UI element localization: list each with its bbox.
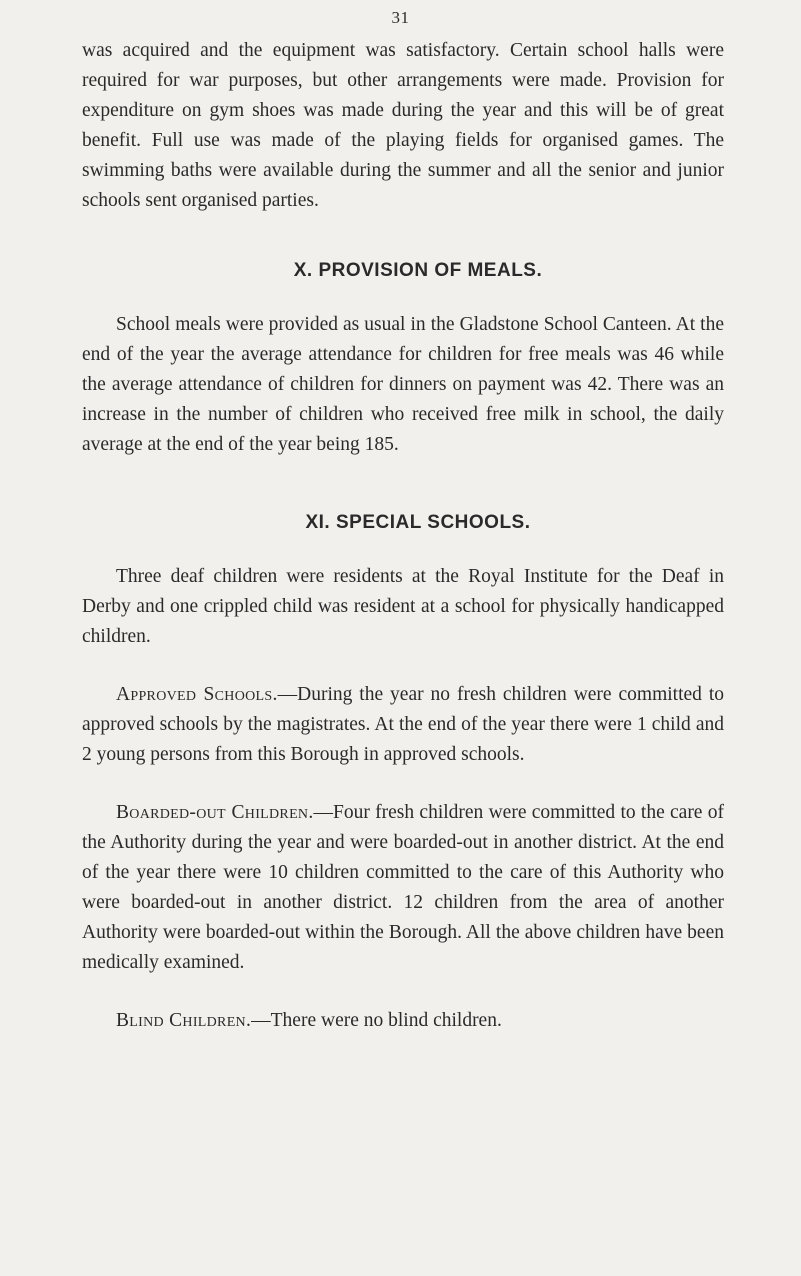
section-x-paragraph: School meals were provided as usual in the Gladstone School Canteen. At the end of the year the average attendance for children for free meals was 46 while the average attendance of children for dinners on payment was 42. There was an increase in the number of children who received free milk in school, the daily average at the end of the year being 185. [82,314,724,455]
section-x-heading: X. PROVISION OF MEALS. [293,260,543,281]
section-xi-heading: XI. SPECIAL SCHOOLS. [305,512,531,533]
approved-schools-paragraph [82,680,724,770]
intro-paragraph: was acquired and the equipment was satisfactory. Certain school halls were required for war purposes, but other arrangements were made. Provision for expenditure on gym shoes was made during the year and this will be of great benefit. Full use was made of the playing fields for organised games. The swimming baths were available during the summer and all the senior and junior schools sent organised parties. [82,40,724,211]
blind-children-text: —There were no blind children. [251,1010,502,1031]
blind-children-paragraph [82,1006,724,1036]
boarded-out-label: Boarded-out Children. [116,802,314,823]
approved-schools-text: —During the year no fresh children were committed to approved schools by the magistrates. At the end of the year there were 1 child and 2 young persons from this Borough in approved schools. [82,684,724,765]
approved-schools-label: Approved Schools. [116,684,278,705]
blind-children-label: Blind Children. [116,1010,252,1031]
boarded-out-paragraph [82,798,724,978]
page-body [82,36,724,1036]
section-xi-paragraph: Three deaf children were residents at the Royal Institute for the Deaf in Derby and one crippled child was resident at a school for physically handicapped children. [82,566,724,647]
boarded-out-text: —Four fresh children were committed to the care of the Authority during the year and were boarded-out in another district. At the end of the year there were 10 children committed to the care of this Authority who were boarded-out in another district. 12 children from the area of another Authority were boarded-out within the Borough. All the above children have been medically examined. [82,802,724,973]
page-number: 31 [391,8,410,27]
